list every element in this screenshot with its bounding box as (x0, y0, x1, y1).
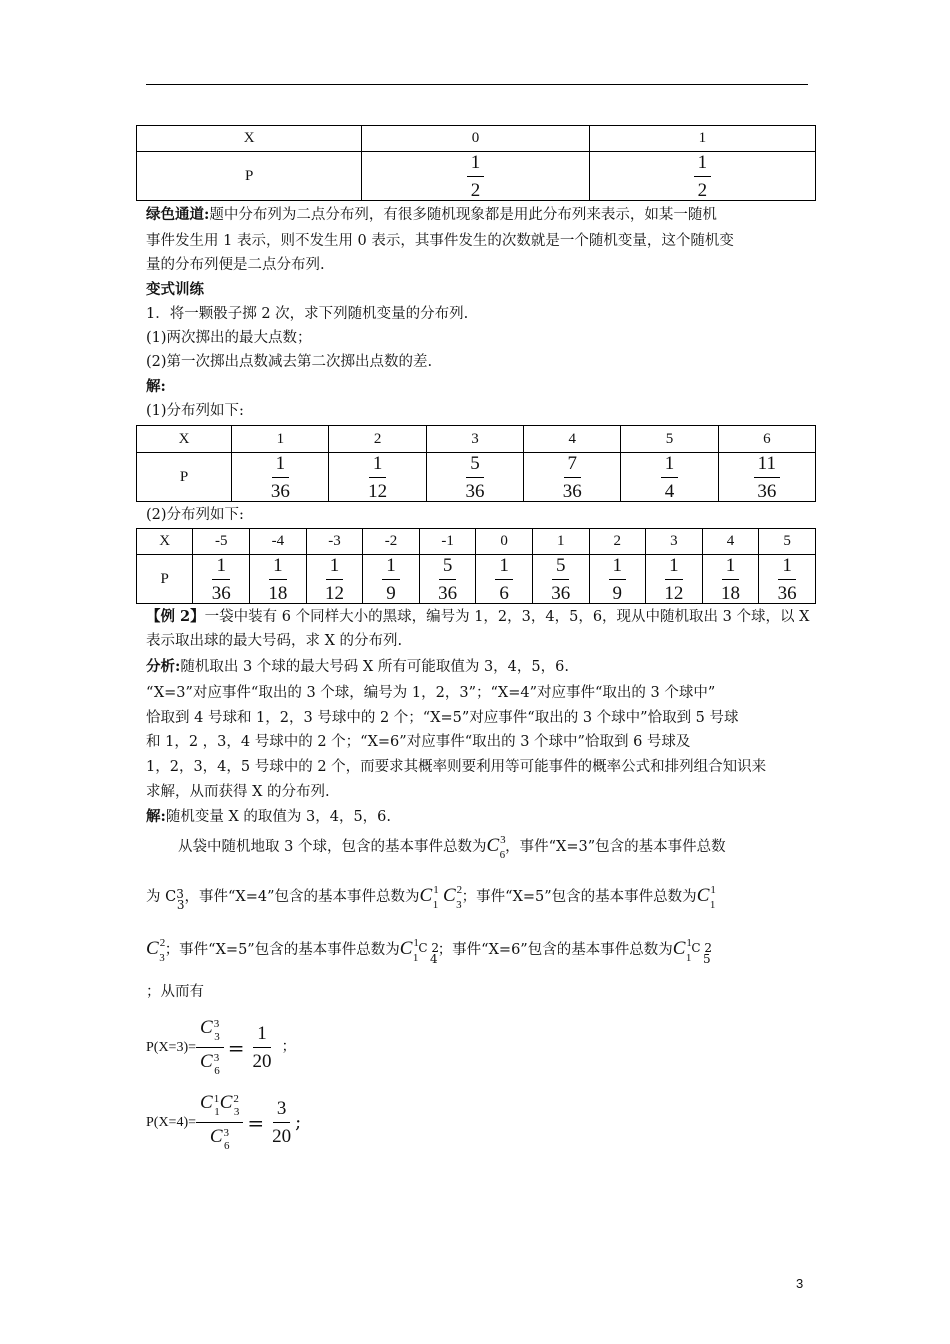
green-channel-line: 量的分布列便是二点分布列. (146, 257, 325, 273)
fraction: $\frac{5}{36}$ (551, 554, 571, 604)
fraction: $\frac{5}{36}$ (438, 554, 458, 604)
fraction: $\frac{1}{6}$ (495, 556, 513, 603)
table-cell (718, 453, 815, 502)
page-number: 3 (796, 1276, 804, 1291)
fraction: $\frac{1}{20}$ (252, 1023, 272, 1072)
combination-formula: $C^3_6$ (486, 834, 506, 861)
part-label: (1)分布列如下: (146, 403, 244, 419)
table-cell: X (137, 126, 362, 152)
table-cell: 2 (589, 529, 646, 555)
fraction: $\frac{1}{9}$ (609, 556, 627, 603)
fraction: $\frac{1}{12}$ (324, 554, 344, 604)
table-cell: 0 (476, 529, 533, 555)
combination-formula: $C^1_1$ (696, 884, 716, 911)
table-cell (426, 453, 523, 502)
distribution-table-1 (136, 125, 816, 201)
table-cell: 3 (426, 426, 523, 453)
table-cell (532, 555, 589, 604)
solution-line: 为 $C^3_3$，事件“X=4”包含的基本事件总数为$C^1_1$ $C^2_3$；事件“X=5”包含的基本事件总数为$C^1_1$ (146, 884, 716, 912)
header-rule (146, 84, 808, 85)
table-cell (646, 555, 703, 604)
table-cell: X (137, 529, 193, 555)
solution-line: $C^2_3$；事件“X=5”包含的基本事件总数为$C^1_1C$ $2_4$；事件“X=6”包含的基本事件总数为$C^1_1C$ $2_5$ (146, 937, 713, 966)
question: 1．将一颗骰子掷 2 次，求下列随机变量的分布列. (146, 306, 469, 322)
analysis-line: 1，2，3，4，5 号球中的 2 个，而要求其概率则要利用等可能事件的概率公式和排列组合知识来 (146, 759, 767, 775)
fraction: $\frac{1}{4}$ (661, 454, 679, 501)
table-cell: X (137, 426, 232, 453)
fraction: $\frac{1}{18}$ (720, 554, 740, 604)
table-cell (419, 555, 476, 604)
table-cell: P (137, 453, 232, 502)
table-cell (193, 555, 250, 604)
table-cell: -1 (419, 529, 476, 555)
table-cell: -2 (363, 529, 420, 555)
table-cell: 1 (232, 426, 329, 453)
distribution-table-3 (136, 528, 816, 604)
analysis-line: 恰取到 4 号球和 1，2，3 号球中的 2 个；“X=5”对应事件“取出的 3 个球中”恰取到 5 号球 (146, 710, 739, 726)
table-cell (759, 555, 816, 604)
fraction: $\frac{1}{9}$ (382, 556, 400, 603)
table-cell (589, 555, 646, 604)
table-cell: 1 (532, 529, 589, 555)
fraction: $\frac{3}{20}$ (272, 1098, 292, 1147)
fraction: $\frac{1}{12}$ (368, 452, 388, 502)
table-cell: 5 (621, 426, 718, 453)
question-part: (2)第一次掷出点数减去第二次掷出点数的差. (146, 354, 433, 370)
table-cell: -3 (306, 529, 363, 555)
combination-formula: $C^1_1$ (672, 937, 692, 964)
fraction: $\frac{1}{2}$ (694, 153, 712, 200)
fraction: $\frac{1}{36}$ (270, 452, 290, 502)
table-cell: -4 (250, 529, 307, 555)
analysis-line: 分析:随机取出 3 个球的最大号码 X 所有可能取值为 3，4，5，6. (146, 658, 569, 675)
table-cell (524, 453, 621, 502)
analysis-line: 和 1，2 ，3，4 号球中的 2 个；“X=6”对应事件“取出的 3 个球中”恰取到 6 号球及 (146, 734, 691, 750)
table-cell: 3 (646, 529, 703, 555)
combination-formula: $C^1_1$ (399, 937, 419, 964)
example-line: 【例 2】一袋中装有 6 个同样大小的黑球，编号为 1，2，3，4，5，6，现从中随机取出 3 个球，以 X (146, 608, 810, 625)
table-cell (306, 555, 363, 604)
analysis-line: “X=3”对应事件“取出的 3 个球，编号为 1，2，3”；“X=4”对应事件“取出的 3 个球中” (146, 685, 716, 701)
analysis-line: 求解，从而获得 X 的分布列. (146, 784, 330, 800)
probability-formula: P(X=4)= $\frac{C^1_1C^2_3}{C^3_6}$ = $\frac{3}{20}$ ; (146, 1092, 302, 1152)
table-cell (702, 555, 759, 604)
solution-line: 从袋中随机地取 3 个球，包含的基本事件总数为$C^3_6$，事件“X=3”包含的基本事件总数 (178, 834, 726, 861)
green-channel-line: 事件发生用 1 表示，则不发生用 0 表示，其事件发生的次数就是一个随机变量，这个随机变 (146, 233, 734, 249)
table-cell: 6 (718, 426, 815, 453)
table-cell (621, 453, 718, 502)
green-channel-line: 绿色通道:题中分布列为二点分布列，有很多随机现象都是用此分布列来表示，如某一随机 (146, 206, 717, 223)
distribution-table-2 (136, 425, 816, 502)
table-cell (589, 152, 815, 201)
table-cell: 4 (524, 426, 621, 453)
question-part: (1)两次掷出的最大点数； (146, 330, 312, 346)
fraction: $\frac{5}{36}$ (465, 452, 485, 502)
table-cell: 2 (329, 426, 426, 453)
combination-formula: $C^1_1$ $C^2_3$ (419, 884, 463, 911)
solution-label: 解: (146, 378, 166, 395)
table-cell (329, 453, 426, 502)
combination-formula: $C^2_3$ (146, 937, 166, 964)
table-cell (363, 555, 420, 604)
table-cell: -5 (193, 529, 250, 555)
fraction: $\frac{1}{18}$ (268, 554, 288, 604)
table-cell (250, 555, 307, 604)
fraction: $\frac{C^3_3}{C^3_6}$ (196, 1018, 224, 1077)
table-cell (362, 152, 589, 201)
table-cell: 1 (589, 126, 815, 152)
table-cell: P (137, 555, 193, 604)
part-label: (2)分布列如下: (146, 507, 244, 523)
probability-formula: P(X=3)= $\frac{C^3_3}{C^3_6}$ = $\frac{1}{20}$ ； (146, 1017, 296, 1077)
section-title: 变式训练 (146, 281, 204, 298)
table-cell: 0 (362, 126, 589, 152)
table-cell: P (137, 152, 362, 201)
fraction: $\frac{1}{36}$ (777, 554, 797, 604)
solution-line: 解:随机变量 X 的取值为 3，4，5，6. (146, 808, 392, 825)
fraction: $\frac{1}{2}$ (467, 153, 485, 200)
fraction: $\frac{1}{36}$ (211, 554, 231, 604)
table-cell: 5 (759, 529, 816, 555)
solution-line: ；从而有 (146, 984, 204, 1000)
table-cell: 4 (702, 529, 759, 555)
fraction: $\frac{C^1_1C^2_3}{C^3_6}$ (196, 1093, 243, 1152)
table-cell (476, 555, 533, 604)
fraction: $\frac{7}{36}$ (562, 452, 582, 502)
fraction: $\frac{1}{12}$ (664, 554, 684, 604)
fraction: $\frac{11}{36}$ (753, 454, 780, 501)
table-cell (232, 453, 329, 502)
example-line: 表示取出球的最大号码，求 X 的分布列. (146, 633, 403, 649)
